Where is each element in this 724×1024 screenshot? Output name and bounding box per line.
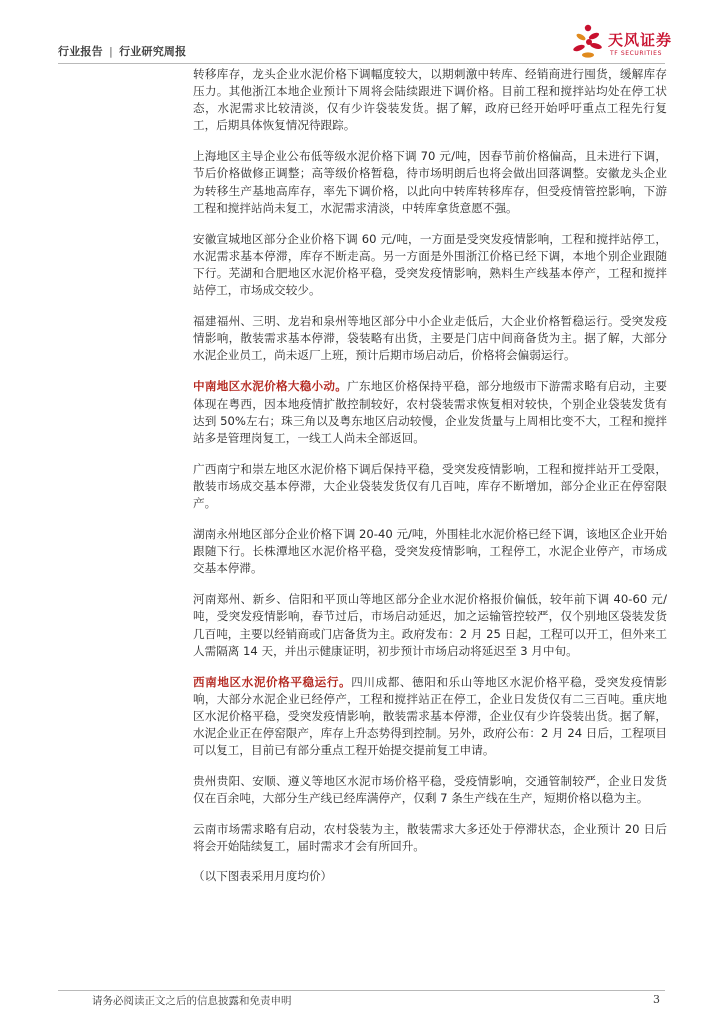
report-type: 行业报告: [58, 45, 103, 58]
company-logo: [568, 22, 698, 68]
header-separator: |: [108, 45, 114, 58]
paragraph: 湖南永州地区部分企业价格下调 20-40 元/吨，外围桂北水泥价格已经下调，该地区企业开始跟随下行。长株潭地区水泥价格平稳，受突发疫情影响，工程停工，水泥企业停产，市场成交基本停滞。: [193, 527, 667, 576]
section-lead-central-south: 中南地区水泥价格大稳小动。: [193, 379, 348, 394]
disclaimer-text: 请务必阅读正文之后的信息披露和免责申明: [92, 995, 292, 1007]
paragraph: 福建福州、三明、龙岩和泉州等地区部分中小企业走低后，大企业价格暂稳运行。受突发疫情影响，散装需求基本停滞，袋装略有出货，主要是门店中间商备货为主。据了解，大部分水泥企业员工，尚未返厂上班，预计后期市场启动后，价格将会偏弱运行。: [193, 314, 667, 363]
logo-name-en: TF SECURITIES: [610, 50, 662, 57]
page-number: 3: [653, 993, 660, 1006]
paragraph: 贵州贵阳、安顺、遵义等地区水泥市场价格平稳，受疫情影响，交通管制较严，企业日发货仅在百余吨，大部分生产线已经库满停产，仅剩 7 条生产线在生产，短期价格以稳为主。: [193, 774, 667, 806]
paragraph: 中南地区水泥价格大稳小动。广东地区价格保持平稳，部分地级市下游需求略有启动，主要体现在粤西，因本地疫情扩散控制较好，农村袋装需求恢复相对较快，个别企业袋装发货有达到 50%左右；珠三角以及粤东地区启动较慢，企业发货量与上周相比变不大，工程和搅拌站多是管理岗复工，一线工人尚未全部返回。: [193, 379, 667, 445]
chart-note: （以下图表采用月度均价）: [193, 868, 333, 883]
paragraph: 西南地区水泥价格平稳运行。四川成都、德阳和乐山等地区水泥价格平稳，受突发疫情影响，大部分水泥企业已经停产，工程和搅拌站正在停工，企业日发货仅有二三百吨。重庆地区水泥价格平稳，受突发疫情影响，散装需求基本停滞，企业仅有少许袋装出货。据了解，水泥企业正在停窑限产，库存上升态势得到控制。另外，政府公布：2 月 24 日后，工程项目可以复工，目前已有部分重点工程开始提交提前复工申请。: [193, 674, 667, 758]
header-divider: [58, 63, 665, 64]
paragraph: 上海地区主导企业公布低等级水泥价格下调 70 元/吨，因春节前价格偏高，且未进行下调，节后价格做修正调整；高等级价格暂稳，待市场明朗后也将会做出回落调整。安徽龙头企业为转移生产基地高库存，率先下调价格，以此向中转库转移库存，但受疫情管控影响，下游工程和搅拌站尚未复工，水泥需求清淡，中转库拿货意愿不强。: [193, 149, 667, 215]
tf-securities-logo-icon: [568, 22, 608, 68]
footer-divider: [58, 990, 665, 991]
paragraph: 河南郑州、新乡、信阳和平顶山等地区部分企业水泥价格报价偏低，较年前下调 40-60 元/吨，受突发疫情影响，春节过后，市场启动延迟，加之运输管控较严，仅个别地区袋装发货几百吨，主要以经销商或门店备货为主。政府发布：2 月 25 日起，工程可以开工，但外来工人需隔离 14 天，并出示健康证明，初步预计市场启动将延迟至 3 月中旬。: [193, 592, 667, 658]
report-name: 行业研究周报: [119, 45, 187, 58]
section-lead-southwest: 西南地区水泥价格平稳运行。: [193, 674, 352, 689]
paragraph: 转移库存，龙头企业水泥价格下调幅度较大，以期刺激中转库、经销商进行囤货，缓解库存压力。其他浙江本地企业预计下周将会陆续跟进下调价格。目前工程和搅拌站均处在停工状态，水泥需求比较清淡，仅有少许袋装发货。据了解，政府已经开始呼吁重点工程先行复工，后期具体恢复情况待跟踪。: [193, 67, 667, 133]
report-header: [58, 43, 186, 59]
report-body: [193, 66, 667, 899]
paragraph: 安徽宣城地区部分企业价格下调 60 元/吨，一方面是受突发疫情影响，工程和搅拌站停工，水泥需求基本停滞，库存不断走高。另一方面是外围浙江价格已经下调，本地个别企业跟随下行。芜湖和合肥地区水泥价格平稳，受突发疫情影响，熟料生产线基本停产，工程和搅拌站停工，市场成交较少。: [193, 231, 667, 298]
paragraph: 云南市场需求略有启动，农村袋装为主，散装需求大多还处于停滞状态，企业预计 20 日后将会开始陆续复工，届时需求才会有所回升。: [193, 822, 667, 854]
paragraph: 广西南宁和崇左地区水泥价格下调后保持平稳，受突发疫情影响，工程和搅拌站开工受限，散装市场成交基本停滞，大企业袋装发货仅有几百吨，库存不断增加，部分企业正在停窑限产。: [193, 461, 667, 510]
logo-name-cn: 天风证券: [608, 31, 673, 49]
